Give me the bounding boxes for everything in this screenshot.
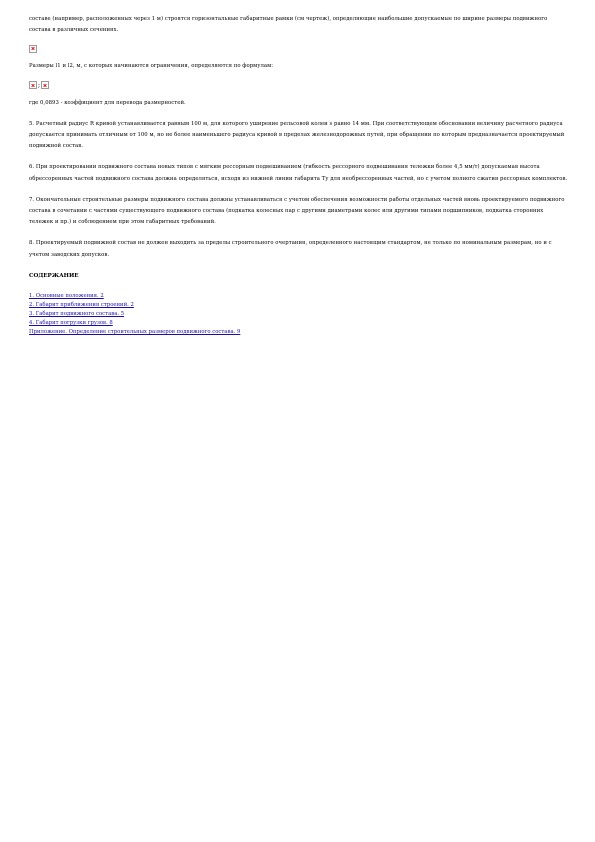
figure-placeholder-row xyxy=(29,43,569,54)
spacer xyxy=(29,91,569,98)
toc-link[interactable]: 2. Габарит приближения строений. 2 xyxy=(29,302,134,309)
spacer xyxy=(29,36,569,43)
spacer xyxy=(29,185,569,195)
spacer xyxy=(29,54,569,61)
formula-intro: Размеры l1 и l2, м, с которых начинаются ограничения, определяются по формулам: xyxy=(29,63,274,70)
toc-item xyxy=(29,310,569,319)
toc-item xyxy=(29,301,569,310)
paragraph-5: 5. Расчетный радиус R кривой устанавливается равным 100 м, для которого уширение рельсовой колеи s равно 14 мм. При соответствующем обосновании величину расчетного радиуса допускается принимать отличным от 100 м, но не более наименьшего радиуса кривой в пределах железнодорожных путей, при обращении по которым предназначается проектируемый подвижной состав. xyxy=(29,120,565,150)
paragraph-8: 8. Проектируемый подвижной состав не должен выходить за пределы строительного очертания, определенного настоящим стандартом, не только по номинальным размерам, но и с учетом заводских допусков. xyxy=(29,240,552,258)
toc-link[interactable]: 3. Габарит подвижного состава. 5 xyxy=(29,311,125,318)
intro-paragraph: составе (например, расположенных через 1 м) строятся горизонтальные габаритные рамки (см чертеж), определяющие наибольшие допускаемые по ширине размеры подвижного состава в различных сечениях. xyxy=(29,16,548,34)
toc-link[interactable]: 4. Габарит погрузки грузов. 8 xyxy=(29,320,113,327)
spacer xyxy=(29,73,569,80)
table-of-contents xyxy=(29,292,569,337)
spacer xyxy=(29,152,569,162)
toc-item xyxy=(29,292,569,301)
paragraph-7: 7. Окончательные строительные размеры подвижного состава должны устанавливаться с учетом обеспечения возможности работы отдельных частей вновь проектируемого подвижного состава в сочетании с частями существующего подвижного состава (подкатка колесных пар с другими диаметрами колес или другими типами подшипников, подкатка сторонних тележек и пр.) и соблюдением при этом габаритных требований. xyxy=(29,196,565,226)
formula-where: где 0,0893 - коэффициент для перевода размерностей. xyxy=(29,99,186,106)
formula-images-row xyxy=(29,80,569,91)
toc-heading: СОДЕРЖАНИЕ xyxy=(29,272,79,279)
paragraph-6: 6. При проектировании подвижного состава новых типов с мягким рессорным подвешиванием (гибкость рессорного подвешивания тележки более 4,5 мм/т) допускаемая высота обрессоренных частей подвижного состава должна определяться, исходя из нижней линии габарита Ту для необрессоренных частей, но с учетом полного сжатия рессорных комплектов. xyxy=(29,164,568,182)
spacer xyxy=(29,109,569,119)
toc-link[interactable]: Приложение. Определение строительных размеров подвижного состава. 9 xyxy=(29,329,241,336)
spacer xyxy=(29,228,569,238)
formula-separator: ; xyxy=(38,81,41,89)
toc-item xyxy=(29,319,569,328)
spacer xyxy=(29,261,569,271)
document-page xyxy=(29,14,569,337)
toc-item xyxy=(29,328,569,337)
broken-image-icon xyxy=(41,81,49,89)
spacer xyxy=(29,282,569,292)
broken-image-icon xyxy=(29,81,37,89)
toc-link[interactable]: 1. Основные положения. 2 xyxy=(29,293,104,300)
broken-image-icon xyxy=(29,45,37,53)
